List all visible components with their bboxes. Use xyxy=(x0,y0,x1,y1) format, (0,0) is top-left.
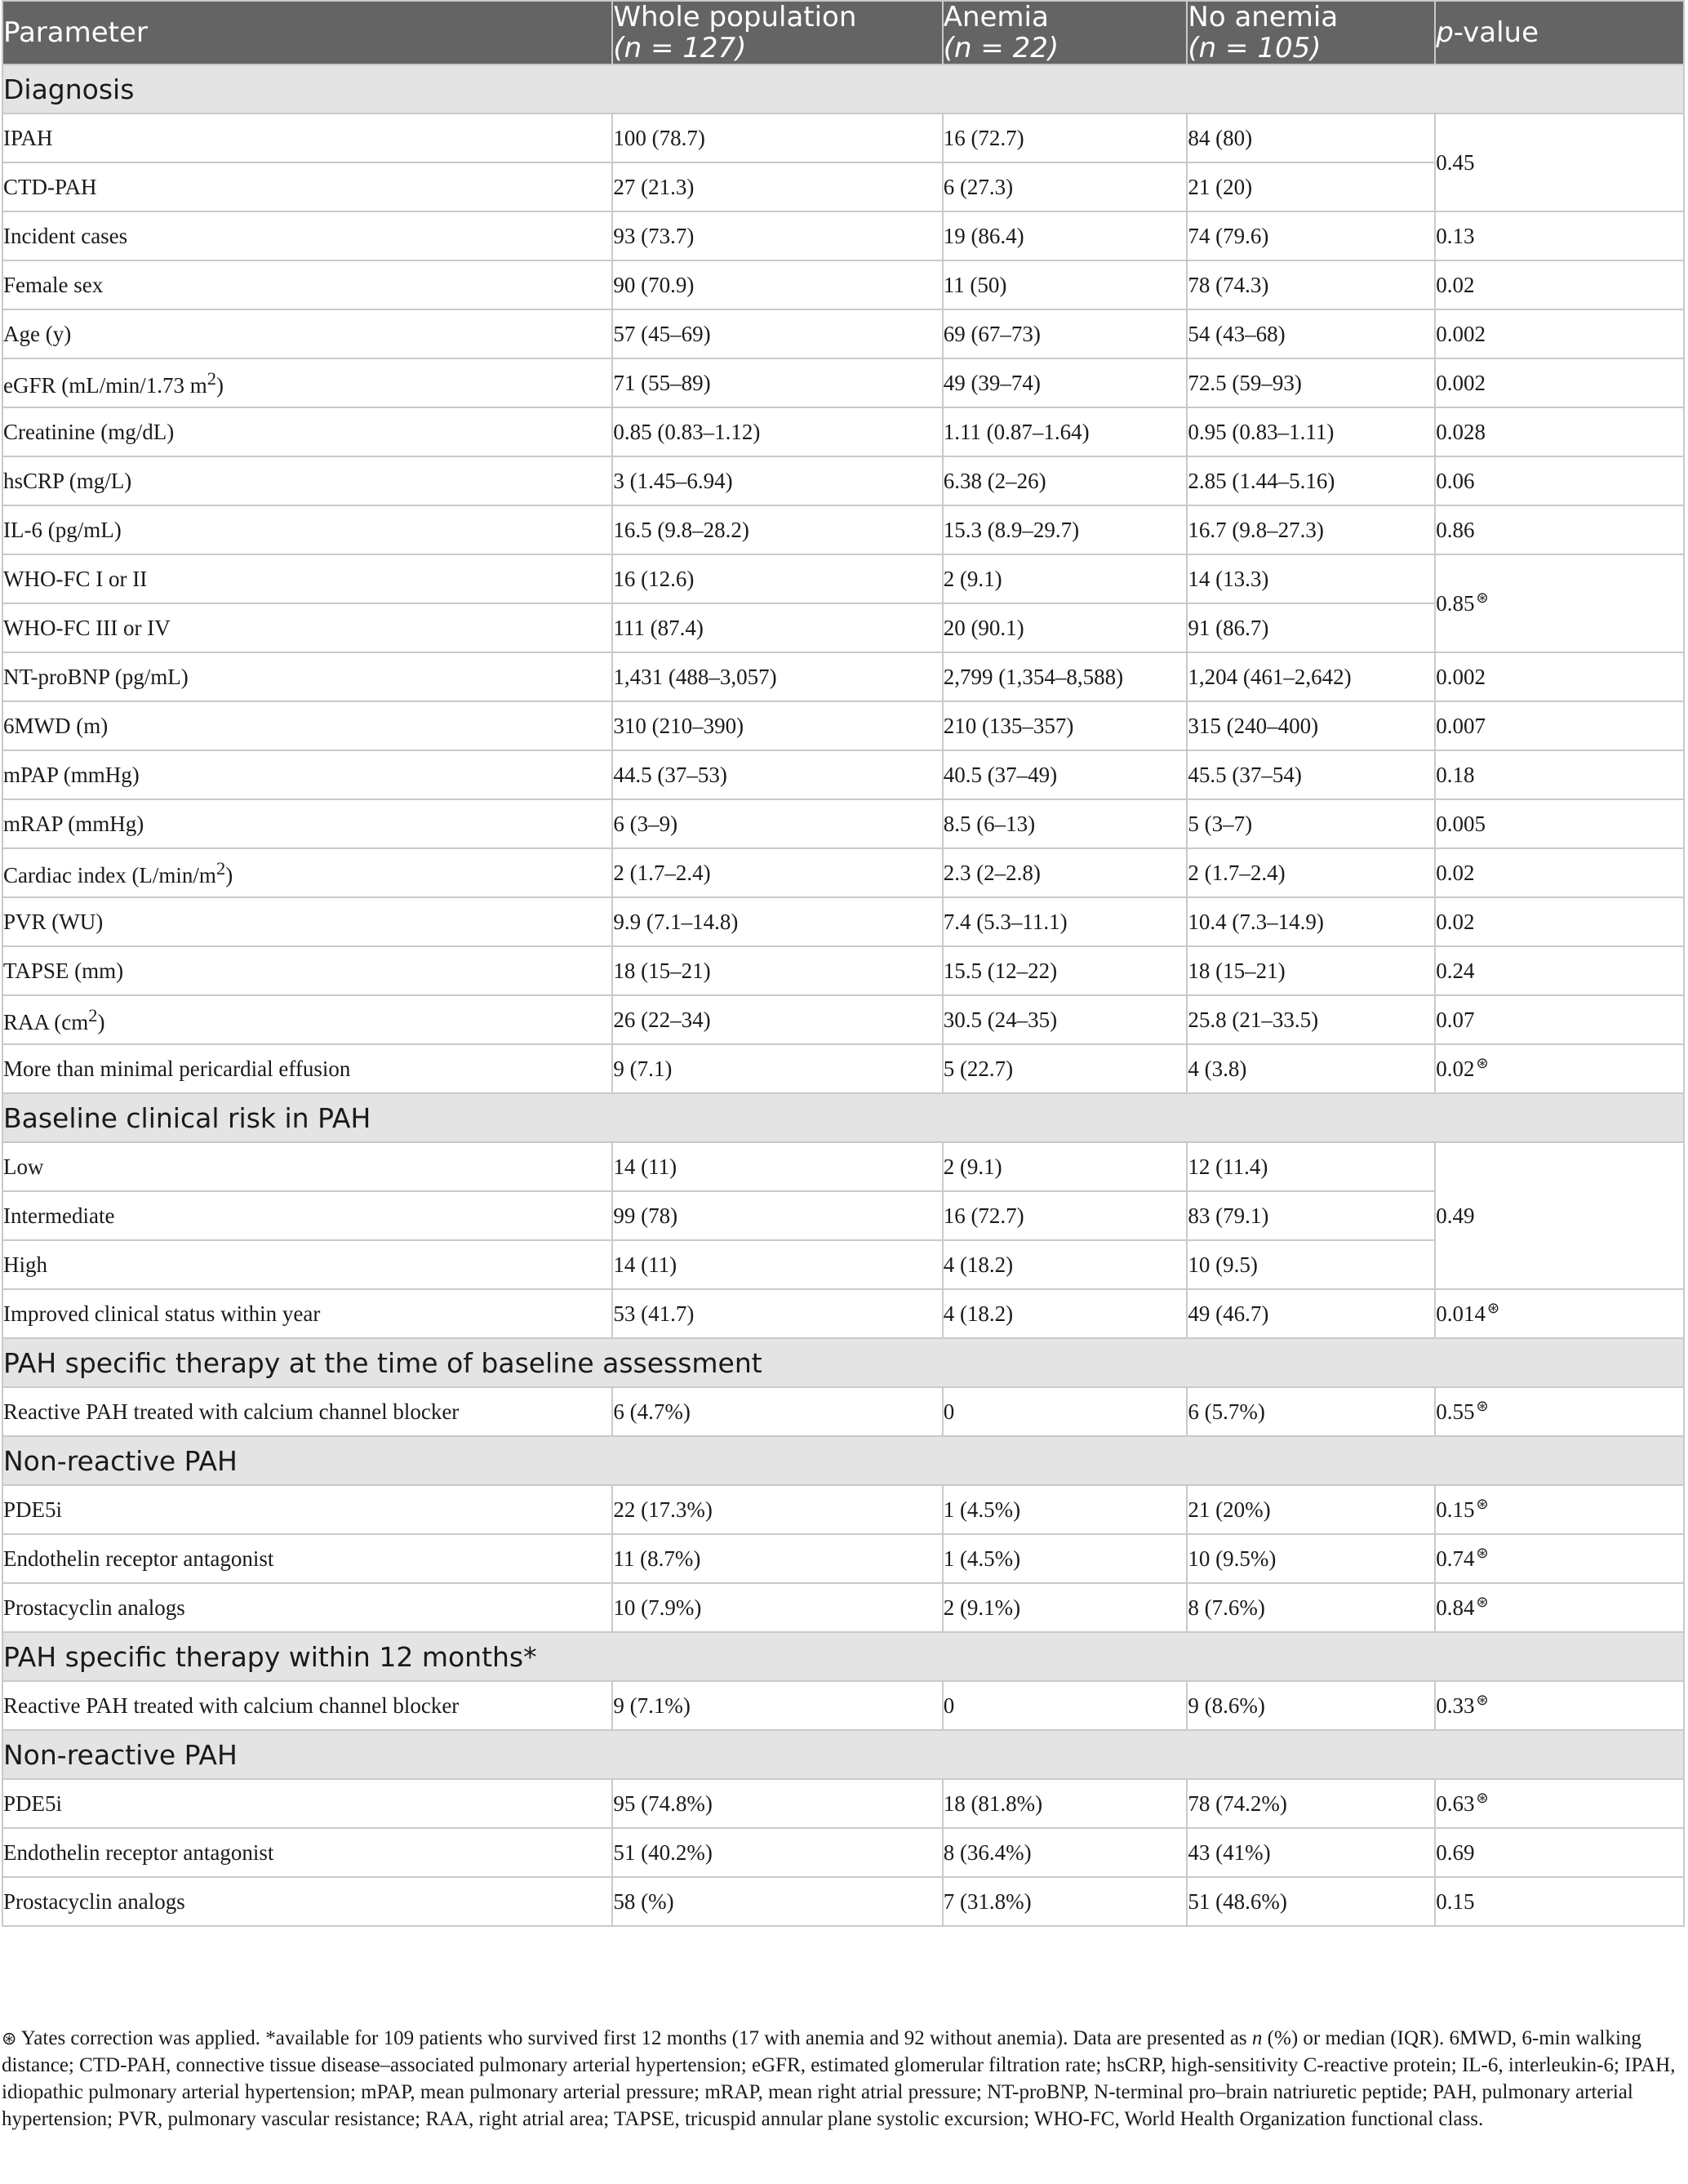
cell-parameter: Low xyxy=(2,1142,612,1191)
cell-parameter: WHO-FC III or IV xyxy=(2,603,612,652)
cell-whole: 16 (12.6) xyxy=(612,554,942,603)
cell-p-value: 0.24 xyxy=(1435,946,1684,995)
table-row xyxy=(2,1191,1684,1240)
table-row xyxy=(2,211,1684,260)
yates-mark: ⊛ xyxy=(1476,1397,1489,1414)
cell-anemia: 1 (4.5%) xyxy=(943,1534,1188,1583)
table-row xyxy=(2,1681,1684,1730)
cell-whole: 111 (87.4) xyxy=(612,603,942,652)
cell-no-anemia: 10 (9.5%) xyxy=(1187,1534,1435,1583)
cell-no-anemia: 2.85 (1.44–5.16) xyxy=(1187,456,1435,505)
cell-p-value: 0.74 ⊛ xyxy=(1435,1534,1684,1583)
cell-no-anemia: 16.7 (9.8–27.3) xyxy=(1187,505,1435,554)
cell-parameter: Age (y) xyxy=(2,309,612,358)
yates-mark: ⊛ xyxy=(1476,1593,1489,1610)
cell-parameter: Incident cases xyxy=(2,211,612,260)
section-row xyxy=(2,1730,1684,1779)
cell-whole: 100 (78.7) xyxy=(612,113,942,162)
table-footnote: ⊛ Yates correction was applied. *available for 109 patients who survived first 12 months (17 with anemia and 92 without anemia). Data are presented as n (%) or median (IQR). 6MWD, 6-min walking distance; CTD-PAH, connective tissue disease–associated pulmonary arterial hypertension; eGFR, estimated glomerular filtration rate; hsCRP, high-sensitivity C-reactive protein; IL-6, interleukin-6; IPAH, idiopathic pulmonary arterial hypertension; mPAP, mean pulmonary arterial pressure; mRAP, mean right atrial pressure; NT-proBNP, N-terminal pro–brain natriuretic peptide; PAH, pulmonary arterial hypertension; PVR, pulmonary vascular resistance; RAA, right atrial area; TAPSE, tricuspid annular plane systolic excursion; WHO-FC, World Health Organization functional class. xyxy=(2,2027,1676,2130)
cell-whole: 6 (4.7%) xyxy=(612,1387,942,1436)
table-row xyxy=(2,554,1684,603)
cell-parameter: RAA $(cm^2)$ xyxy=(2,995,612,1044)
cell-whole: 99 (78) xyxy=(612,1191,942,1240)
cell-no-anemia: 72.5 (59–93) xyxy=(1187,358,1435,407)
cell-p-value: 0.02 ⊛ xyxy=(1435,1044,1684,1093)
cell-no-anemia: 49 (46.7) xyxy=(1187,1289,1435,1338)
table-row xyxy=(2,848,1684,897)
section-diagnosis: Diagnosis xyxy=(2,64,1684,113)
cell-no-anemia: 84 (80) xyxy=(1187,113,1435,162)
cell-parameter: Creatinine (mg/dL) xyxy=(2,407,612,456)
data-table xyxy=(2,0,1685,1927)
cell-anemia: 210 (135–357) xyxy=(943,701,1188,750)
cell-parameter: hsCRP (mg/L) xyxy=(2,456,612,505)
table-row xyxy=(2,652,1684,701)
header-anemia: Anemia (n = 22) xyxy=(943,1,1188,64)
cell-parameter: Improved clinical status within year xyxy=(2,1289,612,1338)
cell-no-anemia: 54 (43–68) xyxy=(1187,309,1435,358)
cell-p-value: 0.02 xyxy=(1435,848,1684,897)
table-row xyxy=(2,1828,1684,1877)
cell-whole: 22 (17.3%) xyxy=(612,1485,942,1534)
cell-no-anemia: 1,204 (461–2,642) xyxy=(1187,652,1435,701)
section-risk: Baseline clinical risk in PAH xyxy=(2,1093,1684,1142)
cell-no-anemia: 18 (15–21) xyxy=(1187,946,1435,995)
cell-whole: 93 (73.7) xyxy=(612,211,942,260)
cell-anemia: 20 (90.1) xyxy=(943,603,1188,652)
table-row xyxy=(2,1779,1684,1828)
cell-no-anemia: 51 (48.6%) xyxy=(1187,1877,1435,1926)
cell-no-anemia: 91 (86.7) xyxy=(1187,603,1435,652)
section-row xyxy=(2,1093,1684,1142)
cell-anemia: 11 (50) xyxy=(943,260,1188,309)
table-row xyxy=(2,897,1684,946)
cell-p-value: 0.02 xyxy=(1435,897,1684,946)
cell-p-value: 0.15 xyxy=(1435,1877,1684,1926)
yates-mark: ⊛ xyxy=(2,2028,17,2048)
cell-p-value: 0.007 xyxy=(1435,701,1684,750)
cell-no-anemia: 2 (1.7–2.4) xyxy=(1187,848,1435,897)
cell-no-anemia: 6 (5.7%) xyxy=(1187,1387,1435,1436)
cell-parameter: High xyxy=(2,1240,612,1289)
section-therapy-12m: PAH specific therapy within 12 months* xyxy=(2,1632,1684,1681)
cell-no-anemia: 21 (20) xyxy=(1187,162,1435,211)
table-row xyxy=(2,162,1684,211)
cell-whole: 57 (45–69) xyxy=(612,309,942,358)
cell-anemia: 40.5 (37–49) xyxy=(943,750,1188,799)
cell-p-value: 0.002 xyxy=(1435,652,1684,701)
cell-p-value: 0.028 xyxy=(1435,407,1684,456)
cell-no-anemia: 0.95 (0.83–1.11) xyxy=(1187,407,1435,456)
cell-parameter: Cardiac index $(L/\min/m^2)$ xyxy=(2,848,612,897)
yates-mark: ⊛ xyxy=(1476,1544,1489,1561)
table-row xyxy=(2,603,1684,652)
cell-anemia: 2,799 (1,354–8,588) xyxy=(943,652,1188,701)
cell-parameter: eGFR (mL/min/1.73 $m^2$) xyxy=(2,358,612,407)
table-row xyxy=(2,1044,1684,1093)
cell-anemia: 7 (31.8%) xyxy=(943,1877,1188,1926)
cell-whole: 14 (11) xyxy=(612,1240,942,1289)
cell-no-anemia: 25.8 (21–33.5) xyxy=(1187,995,1435,1044)
cell-p-value: 0.69 xyxy=(1435,1828,1684,1877)
cell-whole: 2 (1.7–2.4) xyxy=(612,848,942,897)
cell-whole: 16.5 (9.8–28.2) xyxy=(612,505,942,554)
cell-parameter: More than minimal pericardial effusion xyxy=(2,1044,612,1093)
cell-whole: 14 (11) xyxy=(612,1142,942,1191)
cell-anemia: 49 (39–74) xyxy=(943,358,1188,407)
table-row xyxy=(2,407,1684,456)
cell-no-anemia: 43 (41%) xyxy=(1187,1828,1435,1877)
cell-no-anemia: 5 (3–7) xyxy=(1187,799,1435,848)
table-row xyxy=(2,1387,1684,1436)
cell-whole: 51 (40.2%) xyxy=(612,1828,942,1877)
cell-anemia: 16 (72.7) xyxy=(943,1191,1188,1240)
cell-p-value: 0.02 xyxy=(1435,260,1684,309)
section-row xyxy=(2,1338,1684,1387)
yates-mark: ⊛ xyxy=(1476,1789,1489,1806)
cell-parameter: Intermediate xyxy=(2,1191,612,1240)
section-row xyxy=(2,1632,1684,1681)
cell-no-anemia: 4 (3.8) xyxy=(1187,1044,1435,1093)
cell-no-anemia: 78 (74.3) xyxy=(1187,260,1435,309)
cell-anemia: 8.5 (6–13) xyxy=(943,799,1188,848)
cell-anemia: 0 xyxy=(943,1681,1188,1730)
cell-parameter: PVR (WU) xyxy=(2,897,612,946)
cell-whole: 9.9 (7.1–14.8) xyxy=(612,897,942,946)
cell-parameter: PDE5i xyxy=(2,1779,612,1828)
table-row xyxy=(2,1240,1684,1289)
cell-no-anemia: 9 (8.6%) xyxy=(1187,1681,1435,1730)
table-row xyxy=(2,799,1684,848)
cell-anemia: 2 (9.1%) xyxy=(943,1583,1188,1632)
cell-whole: 95 (74.8%) xyxy=(612,1779,942,1828)
header-p-value: p-value xyxy=(1435,1,1684,64)
cell-no-anemia: 74 (79.6) xyxy=(1187,211,1435,260)
cell-anemia: 6.38 (2–26) xyxy=(943,456,1188,505)
section-row xyxy=(2,1436,1684,1485)
cell-parameter: mPAP (mmHg) xyxy=(2,750,612,799)
cell-parameter: mRAP (mmHg) xyxy=(2,799,612,848)
cell-parameter: Endothelin receptor antagonist xyxy=(2,1534,612,1583)
cell-whole: 310 (210–390) xyxy=(612,701,942,750)
table-row xyxy=(2,309,1684,358)
cell-p-value: 0.18 xyxy=(1435,750,1684,799)
cell-p-value: 0.07 xyxy=(1435,995,1684,1044)
section-nonreactive: Non-reactive PAH xyxy=(2,1436,1684,1485)
cell-p-value: 0.55 ⊛ xyxy=(1435,1387,1684,1436)
cell-parameter: PDE5i xyxy=(2,1485,612,1534)
table-row xyxy=(2,946,1684,995)
table-row xyxy=(2,750,1684,799)
cell-anemia: 6 (27.3) xyxy=(943,162,1188,211)
cell-no-anemia: 12 (11.4) xyxy=(1187,1142,1435,1191)
cell-anemia: 2 (9.1) xyxy=(943,554,1188,603)
table-row xyxy=(2,701,1684,750)
cell-no-anemia: 78 (74.2%) xyxy=(1187,1779,1435,1828)
yates-mark: ⊛ xyxy=(1476,1495,1489,1512)
table-row xyxy=(2,260,1684,309)
header-parameter: Parameter xyxy=(2,1,612,64)
table-row xyxy=(2,1142,1684,1191)
cell-whole: 26 (22–34) xyxy=(612,995,942,1044)
section-row xyxy=(2,64,1684,113)
section-therapy-baseline: PAH specific therapy at the time of baseline assessment xyxy=(2,1338,1684,1387)
cell-anemia: 5 (22.7) xyxy=(943,1044,1188,1093)
table-row xyxy=(2,456,1684,505)
cell-parameter: Prostacyclin analogs xyxy=(2,1877,612,1926)
cell-whole: 27 (21.3) xyxy=(612,162,942,211)
table-row xyxy=(2,505,1684,554)
table-row xyxy=(2,358,1684,407)
cell-whole: 9 (7.1%) xyxy=(612,1681,942,1730)
cell-whole: 71 (55–89) xyxy=(612,358,942,407)
table-row xyxy=(2,1583,1684,1632)
cell-anemia: 1.11 (0.87–1.64) xyxy=(943,407,1188,456)
cell-anemia: 15.5 (12–22) xyxy=(943,946,1188,995)
cell-no-anemia: 45.5 (37–54) xyxy=(1187,750,1435,799)
cell-anemia: 69 (67–73) xyxy=(943,309,1188,358)
cell-anemia: 30.5 (24–35) xyxy=(943,995,1188,1044)
cell-whole: 0.85 (0.83–1.12) xyxy=(612,407,942,456)
yates-mark: ⊛ xyxy=(1476,1691,1489,1708)
cell-whole: 6 (3–9) xyxy=(612,799,942,848)
cell-whole: 3 (1.45–6.94) xyxy=(612,456,942,505)
cell-anemia: 4 (18.2) xyxy=(943,1289,1188,1338)
cell-anemia: 2.3 (2–2.8) xyxy=(943,848,1188,897)
cell-parameter: Prostacyclin analogs xyxy=(2,1583,612,1632)
cell-p-value: 0.15 ⊛ xyxy=(1435,1485,1684,1534)
table-row xyxy=(2,1877,1684,1926)
cell-whole: 44.5 (37–53) xyxy=(612,750,942,799)
cell-parameter: TAPSE (mm) xyxy=(2,946,612,995)
cell-p-value: 0.002 xyxy=(1435,358,1684,407)
cell-no-anemia: 10 (9.5) xyxy=(1187,1240,1435,1289)
cell-whole: 10 (7.9%) xyxy=(612,1583,942,1632)
cell-parameter: Reactive PAH treated with calcium channel blocker xyxy=(2,1681,612,1730)
table-row xyxy=(2,113,1684,162)
cell-parameter: 6MWD (m) xyxy=(2,701,612,750)
cell-p-value: 0.06 xyxy=(1435,456,1684,505)
cell-anemia: 16 (72.7) xyxy=(943,113,1188,162)
cell-no-anemia: 315 (240–400) xyxy=(1187,701,1435,750)
cell-no-anemia: 83 (79.1) xyxy=(1187,1191,1435,1240)
cell-whole: 18 (15–21) xyxy=(612,946,942,995)
cell-anemia: 1 (4.5%) xyxy=(943,1485,1188,1534)
cell-no-anemia: 10.4 (7.3–14.9) xyxy=(1187,897,1435,946)
yates-mark: ⊛ xyxy=(1476,589,1489,606)
cell-parameter: IPAH xyxy=(2,113,612,162)
cell-p-value: 0.86 xyxy=(1435,505,1684,554)
cell-whole: 9 (7.1) xyxy=(612,1044,942,1093)
cell-p-value: 0.84 ⊛ xyxy=(1435,1583,1684,1632)
cell-no-anemia: 14 (13.3) xyxy=(1187,554,1435,603)
header-whole-population: Whole population (n = 127) xyxy=(612,1,942,64)
cell-parameter: NT-proBNP (pg/mL) xyxy=(2,652,612,701)
cell-parameter: Female sex xyxy=(2,260,612,309)
cell-parameter: Endothelin receptor antagonist xyxy=(2,1828,612,1877)
cell-parameter: WHO-FC I or II xyxy=(2,554,612,603)
cell-no-anemia: 21 (20%) xyxy=(1187,1485,1435,1534)
cell-whole: 53 (41.7) xyxy=(612,1289,942,1338)
cell-p-value: 0.014 ⊛ xyxy=(1435,1289,1684,1338)
cell-p-value: 0.13 xyxy=(1435,211,1684,260)
cell-anemia: 0 xyxy=(943,1387,1188,1436)
cell-p-value: 0.002 xyxy=(1435,309,1684,358)
cell-whole: 58 (%) xyxy=(612,1877,942,1926)
cell-anemia: 2 (9.1) xyxy=(943,1142,1188,1191)
cell-no-anemia: 8 (7.6%) xyxy=(1187,1583,1435,1632)
cell-anemia: 19 (86.4) xyxy=(943,211,1188,260)
cell-parameter: CTD-PAH xyxy=(2,162,612,211)
cell-p-value: 0.63 ⊛ xyxy=(1435,1779,1684,1828)
cell-p-value: 0.45 xyxy=(1435,113,1684,211)
table-header-row xyxy=(2,1,1684,64)
table-row xyxy=(2,995,1684,1044)
cell-parameter: IL-6 (pg/mL) xyxy=(2,505,612,554)
cell-anemia: 8 (36.4%) xyxy=(943,1828,1188,1877)
cell-p-value: 0.85 ⊛ xyxy=(1435,554,1684,652)
cell-whole: 1,431 (488–3,057) xyxy=(612,652,942,701)
cell-anemia: 18 (81.8%) xyxy=(943,1779,1188,1828)
header-no-anemia: No anemia (n = 105) xyxy=(1187,1,1435,64)
section-nonreactive: Non-reactive PAH xyxy=(2,1730,1684,1779)
cell-anemia: 7.4 (5.3–11.1) xyxy=(943,897,1188,946)
cell-whole: 11 (8.7%) xyxy=(612,1534,942,1583)
cell-anemia: 15.3 (8.9–29.7) xyxy=(943,505,1188,554)
yates-mark: ⊛ xyxy=(1486,1299,1500,1316)
cell-p-value: 0.49 xyxy=(1435,1142,1684,1289)
cell-p-value: 0.33 ⊛ xyxy=(1435,1681,1684,1730)
cell-whole: 90 (70.9) xyxy=(612,260,942,309)
table-row xyxy=(2,1485,1684,1534)
cell-anemia: 4 (18.2) xyxy=(943,1240,1188,1289)
yates-mark: ⊛ xyxy=(1476,1054,1489,1071)
cell-parameter: Reactive PAH treated with calcium channel blocker xyxy=(2,1387,612,1436)
cell-p-value: 0.005 xyxy=(1435,799,1684,848)
table-row xyxy=(2,1534,1684,1583)
table-row xyxy=(2,1289,1684,1338)
